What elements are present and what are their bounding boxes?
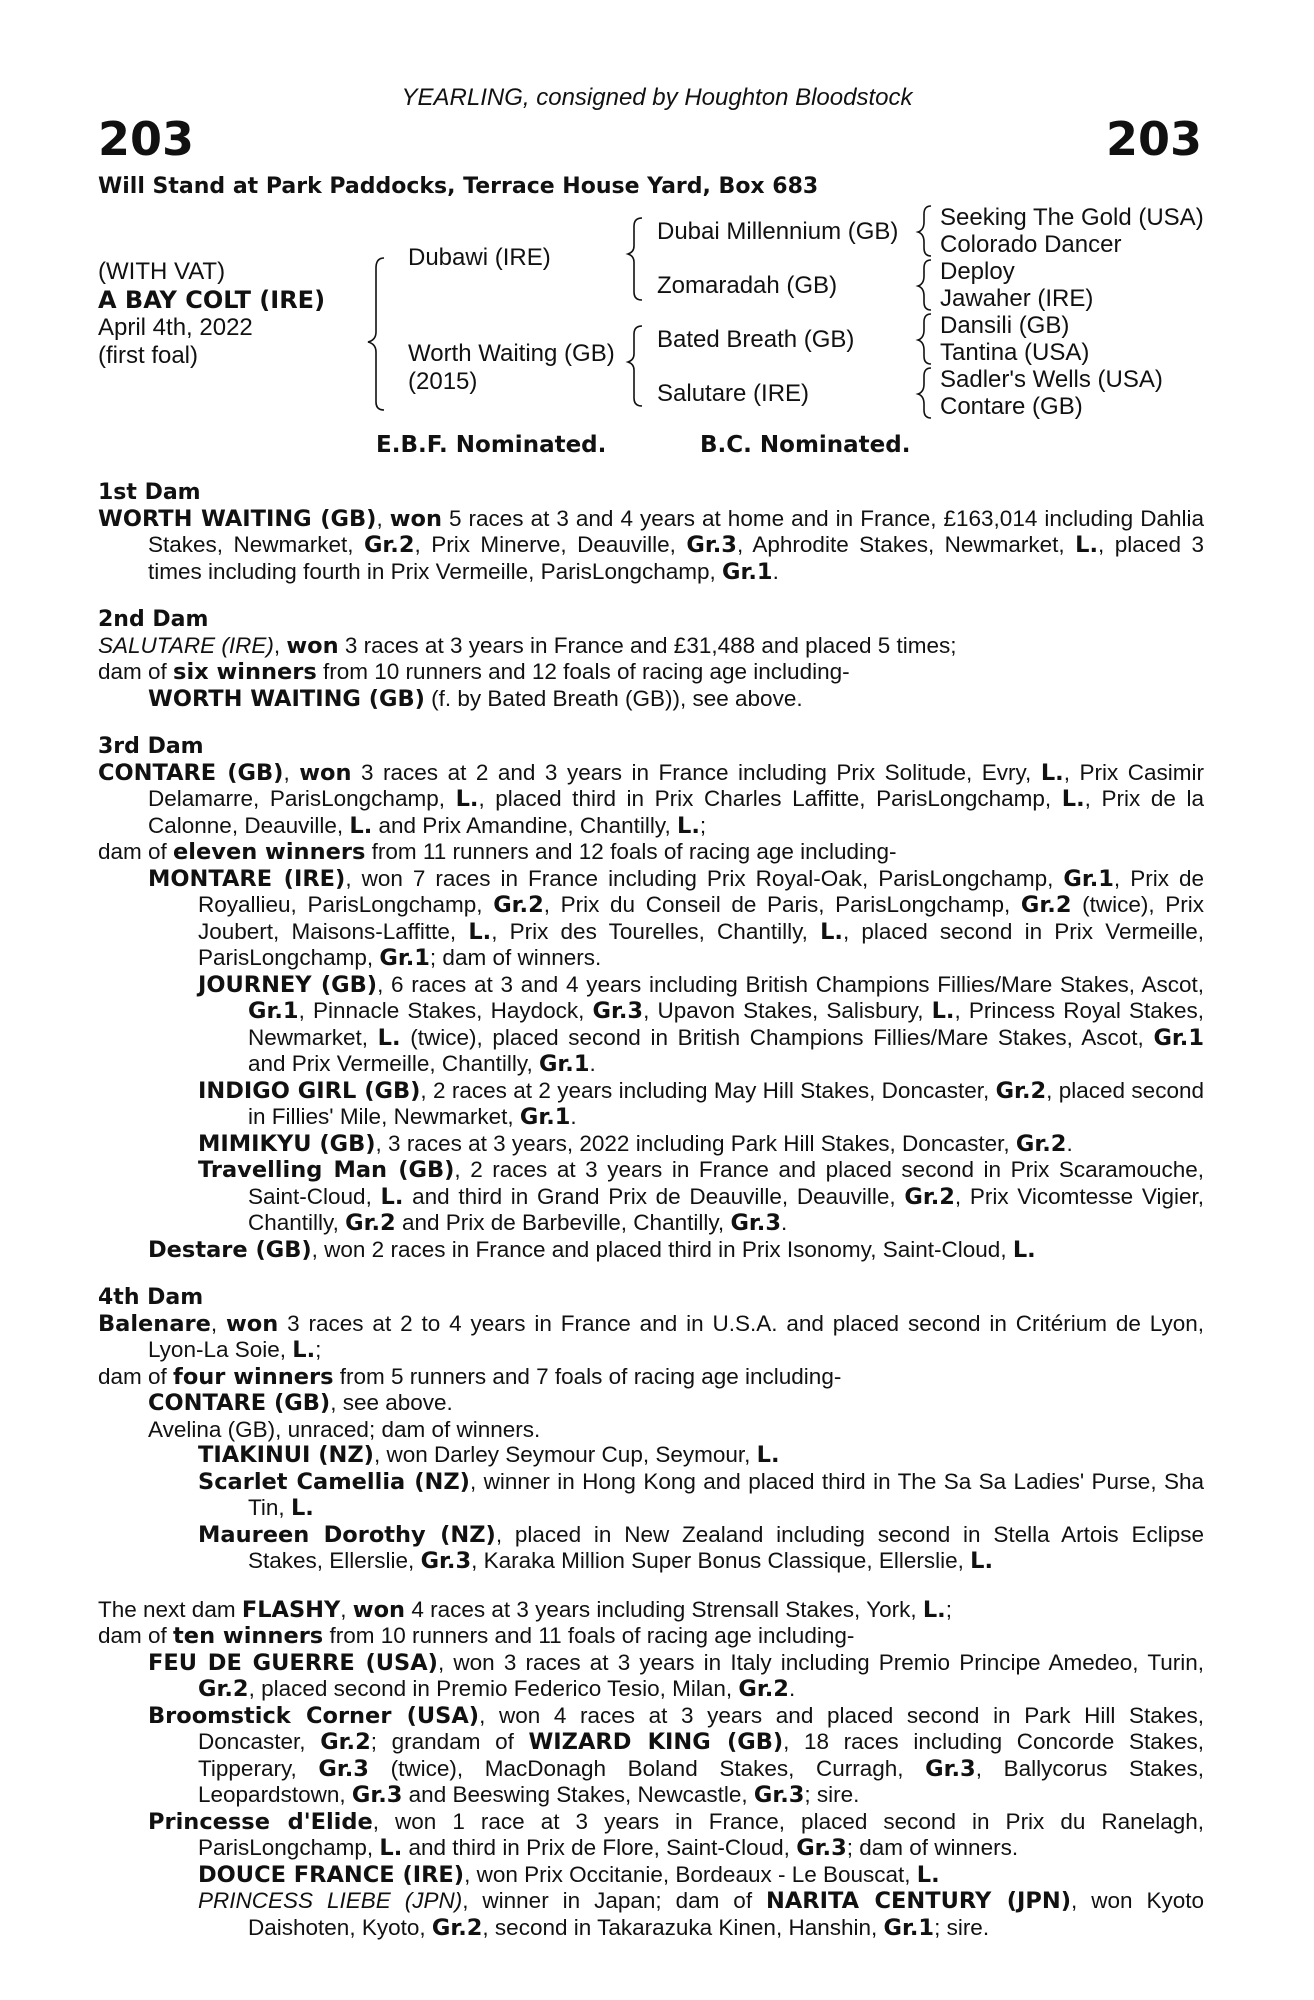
entry-text: , winner in Hong Kong and placed third in The Sa Sa Ladies' Purse, Sha Tin, bbox=[248, 1468, 1204, 1520]
bold-text: FLASHY bbox=[241, 1596, 341, 1623]
entry-text: and Prix Amandine, Chantilly, bbox=[372, 812, 678, 838]
entry-text: , placed second in Prix Vermeille, ParisLongchamp, bbox=[198, 918, 1204, 970]
bold-text: Scarlet Camellia (NZ) bbox=[198, 1468, 470, 1495]
entry-text: , placed third in Prix Charles Laffitte, ParisLongchamp, bbox=[478, 786, 1062, 811]
entry-text: , won 1 race at 3 years in France, placed second in Prix du Ranelagh, ParisLongchamp, bbox=[198, 1808, 1205, 1860]
pedigree-entry bbox=[98, 1390, 1204, 1417]
bold-text: L. bbox=[677, 812, 700, 839]
bold-text: L. bbox=[820, 918, 843, 945]
pedigree-granddam-paternal: Zomaradah (GB) bbox=[657, 272, 838, 299]
bold-text: Gr.3 bbox=[686, 532, 737, 558]
entry-text: , placed in New Zealand including second in Stella Artois Eclipse Stakes, Ellerslie, bbox=[248, 1521, 1205, 1573]
bold-text: Gr.2 bbox=[431, 1914, 483, 1941]
pedigree-great-7: Sadler's Wells (USA) bbox=[940, 366, 1163, 393]
entry-text: , won 3 races at 3 years in Italy including Premio Principe Amedeo, Turin, bbox=[437, 1649, 1204, 1675]
bold-text: Gr.1 bbox=[1063, 865, 1114, 892]
entry-text: , Prix Minerve, Deauville, bbox=[414, 532, 687, 557]
bold-text: Gr.1 bbox=[538, 1051, 590, 1077]
great-brace-2 bbox=[918, 260, 931, 310]
dam-section bbox=[98, 480, 1204, 585]
bold-text: L. bbox=[377, 1024, 401, 1051]
pedigree-entry bbox=[98, 760, 1204, 840]
entry-text: , won Prix Occitanie, Bordeaux - Le Bouscat, bbox=[464, 1861, 917, 1887]
pedigree-grandsire-maternal: Bated Breath (GB) bbox=[657, 326, 855, 353]
entry-text: Avelina (GB), unraced; dam of winners. bbox=[148, 1416, 541, 1442]
great-brace-3 bbox=[918, 314, 931, 364]
entry-text: (f. by Bated Breath (GB)), see above. bbox=[424, 685, 803, 711]
bold-text: Destare (GB) bbox=[148, 1236, 312, 1263]
pedigree-entry bbox=[98, 1469, 1204, 1522]
pedigree-grandsire-paternal: Dubai Millennium (GB) bbox=[657, 218, 899, 245]
bold-text: four winners bbox=[173, 1363, 334, 1390]
bold-text: Gr.2 bbox=[320, 1729, 371, 1755]
pedigree-entry bbox=[98, 1809, 1204, 1862]
section-heading: 3rd Dam bbox=[98, 734, 204, 759]
entry-text: , Pinnacle Stakes, Haydock, bbox=[298, 998, 593, 1023]
bold-text: Gr.2 bbox=[363, 532, 415, 558]
bold-text: NARITA CENTURY (JPN) bbox=[766, 1888, 1072, 1914]
entry-text: The next dam bbox=[98, 1596, 242, 1622]
pedigree-entry bbox=[98, 839, 1204, 866]
bold-text: L. bbox=[756, 1442, 780, 1468]
bold-text: DOUCE FRANCE (IRE) bbox=[198, 1861, 465, 1888]
pedigree-entry bbox=[98, 972, 1204, 1078]
pedigree-entry bbox=[98, 1311, 1204, 1364]
pedigree-great-5: Dansili (GB) bbox=[940, 312, 1070, 339]
pedigree-entry bbox=[98, 1597, 1204, 1624]
entry-text: , Karaka Million Super Bonus Classique, Ellerslie, bbox=[471, 1548, 971, 1573]
bold-text: Gr.1 bbox=[248, 998, 299, 1024]
bold-text: TIAKINUI (NZ) bbox=[198, 1442, 374, 1468]
bold-text: won bbox=[286, 632, 339, 659]
entry-text: ; sire. bbox=[804, 1782, 860, 1807]
entry-text: . bbox=[589, 1051, 596, 1076]
entry-text: , won Darley Seymour Cup, Seymour, bbox=[373, 1442, 757, 1467]
entry-text: ; bbox=[699, 812, 707, 838]
bold-text: L. bbox=[349, 812, 373, 839]
bold-text: L. bbox=[970, 1548, 993, 1574]
bold-text: L. bbox=[1061, 786, 1085, 812]
entry-text: , won 7 races in France including Prix Royal-Oak, ParisLongchamp, bbox=[345, 865, 1064, 891]
pedigree-entry bbox=[98, 1442, 1204, 1469]
entry-text: , won Kyoto Daishoten, Kyoto, bbox=[248, 1888, 1204, 1940]
entry-text: , 2 races at 2 years including May Hill Stakes, Doncaster, bbox=[420, 1077, 996, 1103]
pedigree-entry bbox=[98, 659, 1204, 686]
entry-text: 3 races at 2 to 4 years in France and in U.S.A. and placed second in Critérium de Lyon, Lyon-La Soie, bbox=[148, 1310, 1204, 1362]
pedigree-entry bbox=[98, 866, 1204, 972]
sire-dam-brace bbox=[368, 258, 384, 410]
consignment-line: YEARLING, consigned by Houghton Bloodstock bbox=[401, 84, 913, 111]
pedigree-entry bbox=[98, 506, 1204, 586]
pedigree-entry bbox=[98, 1862, 1204, 1889]
bold-text: Gr.2 bbox=[1015, 1130, 1067, 1157]
entry-text: , Prix du Conseil de Paris, ParisLongchamp, bbox=[543, 892, 1021, 917]
entry-text: from 11 runners and 12 foals of racing age including- bbox=[365, 839, 897, 864]
entry-text: . bbox=[772, 558, 779, 584]
italic-text: PRINCESS LIEBE (JPN) bbox=[198, 1888, 463, 1913]
bold-text: L. bbox=[1040, 759, 1064, 786]
pedigree-great-8: Contare (GB) bbox=[940, 393, 1083, 420]
bold-text: six winners bbox=[173, 659, 317, 685]
dam-section bbox=[98, 1597, 1204, 1942]
entry-text: , see above. bbox=[330, 1390, 453, 1415]
pedigree-entry bbox=[98, 633, 1204, 660]
bold-text: won bbox=[299, 759, 352, 786]
bold-text: L. bbox=[1075, 532, 1098, 558]
entry-text: and Prix Vermeille, Chantilly, bbox=[248, 1051, 539, 1076]
entry-text: , Princess Royal Stakes, Newmarket, bbox=[248, 998, 1204, 1050]
entry-text: ; sire. bbox=[934, 1914, 990, 1940]
pedigree-great-3: Deploy bbox=[940, 258, 1015, 285]
entry-text: , winner in Japan; dam of bbox=[462, 1888, 767, 1913]
bold-text: L. bbox=[379, 1835, 403, 1861]
pedigree-granddam-maternal: Salutare (IRE) bbox=[657, 380, 810, 407]
entry-text: , placed second in Premio Federico Tesio, Milan, bbox=[248, 1676, 739, 1701]
entry-text: , Upavon Stakes, Salisbury, bbox=[643, 998, 932, 1023]
bold-text: MONTARE (IRE) bbox=[148, 865, 346, 892]
entry-text: . bbox=[781, 1210, 788, 1235]
stand-location: Will Stand at Park Paddocks, Terrace House Yard, Box 683 bbox=[98, 174, 819, 199]
bold-text: Maureen Dorothy (NZ) bbox=[198, 1521, 496, 1548]
bold-text: L. bbox=[1012, 1236, 1036, 1263]
bold-text: Gr.2 bbox=[345, 1210, 396, 1236]
entry-text: (twice), Prix Joubert, Maisons-Laffitte, bbox=[198, 892, 1205, 944]
pedigree-entry bbox=[98, 1364, 1204, 1391]
bold-text: WORTH WAITING (GB) bbox=[98, 505, 377, 532]
entry-text: , bbox=[210, 1310, 227, 1336]
bold-text: Gr.3 bbox=[420, 1548, 472, 1574]
entry-text: (twice), placed second in British Champions Fillies/Mare Stakes, Ascot, bbox=[400, 1024, 1154, 1050]
entry-text: . bbox=[1066, 1130, 1073, 1156]
bold-text: won bbox=[389, 505, 442, 532]
entry-text: 4 races at 3 years including Strensall Stakes, York, bbox=[405, 1596, 923, 1622]
entry-text: and third in Prix de Flore, Saint-Cloud, bbox=[402, 1835, 797, 1860]
pedigree-dam: Worth Waiting (GB) bbox=[408, 340, 615, 367]
entry-text: , Aphrodite Stakes, Newmarket, bbox=[736, 532, 1076, 557]
vat-note: (WITH VAT) bbox=[98, 258, 226, 285]
entry-text: , 3 races at 3 years, 2022 including Park Hill Stakes, Doncaster, bbox=[375, 1130, 1016, 1156]
bold-text: L. bbox=[292, 1337, 316, 1363]
bold-text: Travelling Man (GB) bbox=[198, 1157, 455, 1183]
bold-text: INDIGO GIRL (GB) bbox=[198, 1077, 421, 1104]
lot-number-right: 203 bbox=[1105, 112, 1202, 166]
bold-text: Gr.3 bbox=[318, 1755, 369, 1782]
entry-text: , won 4 races at 3 years and placed second in Park Hill Stakes, Doncaster, bbox=[198, 1702, 1204, 1754]
entry-text: , bbox=[273, 632, 287, 658]
pedigree-great-4: Jawaher (IRE) bbox=[940, 285, 1094, 312]
bold-text: Gr.2 bbox=[1020, 892, 1072, 918]
bold-text: ten winners bbox=[173, 1623, 324, 1649]
entry-text: ; bbox=[945, 1596, 952, 1622]
entry-text: , Prix des Tourelles, Chantilly, bbox=[491, 918, 821, 944]
entry-text: , bbox=[283, 759, 300, 785]
bold-text: won bbox=[226, 1310, 279, 1337]
bold-text: Gr.3 bbox=[796, 1835, 847, 1861]
bold-text: Gr.2 bbox=[198, 1676, 249, 1702]
bold-text: Gr.1 bbox=[883, 1914, 935, 1941]
ebf-nomination: E.B.F. Nominated. bbox=[376, 432, 607, 458]
pedigree-entry bbox=[98, 686, 1204, 713]
bold-text: Gr.3 bbox=[351, 1782, 403, 1808]
entry-text: 5 races at 3 and 4 years at home and in France, £163,014 including Dahlia Stakes, Newmarket, bbox=[148, 505, 1204, 557]
bc-nomination: B.C. Nominated. bbox=[700, 432, 911, 458]
bold-text: Balenare bbox=[98, 1310, 211, 1337]
entry-text: , placed 3 times including fourth in Prix Vermeille, ParisLongchamp, bbox=[148, 532, 1204, 584]
bold-text: won bbox=[352, 1596, 406, 1623]
bold-text: Gr.1 bbox=[519, 1104, 571, 1130]
entry-text: and Beeswing Stakes, Newcastle, bbox=[402, 1782, 754, 1807]
subject-name: A BAY COLT (IRE) bbox=[98, 286, 326, 314]
pedigree-entry bbox=[98, 1131, 1204, 1158]
entry-text: from 5 runners and 7 foals of racing age including- bbox=[333, 1363, 842, 1389]
entry-text: ; grandam of bbox=[370, 1729, 529, 1754]
bold-text: Gr.1 bbox=[722, 558, 773, 585]
great-brace-1 bbox=[918, 206, 931, 256]
bold-text: L. bbox=[290, 1495, 314, 1521]
sire-line-brace bbox=[628, 218, 642, 300]
bold-text: Gr.3 bbox=[730, 1210, 781, 1236]
entry-text: ; bbox=[315, 1337, 322, 1362]
entry-text: ; dam of winners. bbox=[429, 945, 602, 970]
bold-text: Gr.2 bbox=[995, 1077, 1047, 1104]
bold-text: FEU DE GUERRE (USA) bbox=[148, 1649, 438, 1676]
entry-text: , won 2 races in France and placed third in Prix Isonomy, Saint-Cloud, bbox=[311, 1236, 1013, 1262]
pedigree-sire: Dubawi (IRE) bbox=[408, 244, 551, 271]
bold-text: WORTH WAITING (GB) bbox=[148, 685, 425, 712]
entry-text: , Prix Casimir Delamarre, ParisLongchamp, bbox=[148, 759, 1204, 811]
pedigree-entry bbox=[98, 1522, 1204, 1575]
entry-text: from 10 runners and 11 foals of racing age including- bbox=[323, 1623, 855, 1648]
subject-dob: April 4th, 2022 bbox=[98, 314, 253, 341]
entry-text: dam of bbox=[98, 839, 174, 864]
bold-text: Gr.3 bbox=[753, 1782, 805, 1808]
entry-text: , Prix de Royallieu, ParisLongchamp, bbox=[198, 865, 1204, 917]
dam-section bbox=[98, 607, 1204, 712]
pedigree-entry bbox=[98, 1623, 1204, 1650]
entry-text: , Prix de la Calonne, Deauville, bbox=[148, 786, 1204, 838]
bold-text: Gr.3 bbox=[925, 1755, 976, 1782]
entry-text: . bbox=[788, 1676, 796, 1701]
subject-note: (first foal) bbox=[98, 342, 199, 369]
pedigree-entry bbox=[98, 1703, 1204, 1809]
pedigree-great-1: Seeking The Gold (USA) bbox=[940, 204, 1204, 231]
bold-text: Gr.2 bbox=[904, 1183, 955, 1210]
entry-text: from 10 runners and 12 foals of racing age including- bbox=[316, 659, 850, 684]
entry-text: , Ballycorus Stakes, Leopardstown, bbox=[198, 1755, 1205, 1807]
entry-text: , Prix Vicomtesse Vigier, Chantilly, bbox=[248, 1183, 1205, 1235]
great-brace-4 bbox=[918, 368, 931, 418]
entry-text: and Prix de Barbeville, Chantilly, bbox=[395, 1210, 731, 1235]
dam-section bbox=[98, 1285, 1204, 1575]
entry-text: , 2 races at 3 years in France and placed second in Prix Scaramouche, Saint-Cloud, bbox=[248, 1157, 1204, 1209]
entry-text: (twice), MacDonagh Boland Stakes, Curragh, bbox=[368, 1755, 926, 1781]
bold-text: L. bbox=[922, 1596, 946, 1623]
pedigree-entry bbox=[98, 1888, 1204, 1941]
entry-text: , second in Takarazuka Kinen, Hanshin, bbox=[482, 1914, 884, 1940]
bold-text: Gr.3 bbox=[592, 998, 644, 1024]
entry-text: 3 races at 2 and 3 years in France including Prix Solitude, Evry, bbox=[351, 759, 1041, 785]
catalogue-body bbox=[98, 480, 1204, 1963]
entry-text: , placed second in Fillies' Mile, Newmarket, bbox=[248, 1077, 1204, 1129]
entry-text: . bbox=[570, 1104, 577, 1129]
entry-text: 3 races at 3 years in France and £31,488 and placed 5 times; bbox=[338, 632, 957, 658]
section-heading: 2nd Dam bbox=[98, 607, 209, 632]
pedigree-entry bbox=[98, 1417, 1204, 1443]
pedigree-dam-year: (2015) bbox=[408, 368, 478, 395]
bold-text: JOURNEY (GB) bbox=[198, 971, 378, 998]
bold-text: L. bbox=[455, 786, 479, 812]
bold-text: Gr.1 bbox=[379, 945, 430, 971]
bold-text: L. bbox=[916, 1861, 940, 1888]
bold-text: CONTARE (GB) bbox=[98, 759, 284, 786]
lot-number-left: 203 bbox=[98, 112, 195, 166]
pedigree-entry bbox=[98, 1650, 1204, 1703]
pedigree-great-6: Tantina (USA) bbox=[940, 339, 1090, 366]
bold-text: Gr.2 bbox=[493, 892, 544, 918]
entry-text: ; dam of winners. bbox=[846, 1835, 1019, 1860]
section-heading: 1st Dam bbox=[98, 480, 201, 505]
entry-text: dam of bbox=[98, 1363, 174, 1389]
entry-text: dam of bbox=[98, 659, 174, 684]
bold-text: Broomstick Corner (USA) bbox=[148, 1702, 480, 1729]
pedigree-entry bbox=[98, 1078, 1204, 1131]
bold-text: Gr.1 bbox=[1153, 1024, 1204, 1051]
entry-text: , bbox=[340, 1596, 353, 1622]
bold-text: Gr.2 bbox=[738, 1676, 789, 1702]
dam-line-brace bbox=[628, 326, 642, 406]
bold-text: L. bbox=[468, 918, 492, 945]
pedigree-entry bbox=[98, 1237, 1204, 1264]
bold-text: CONTARE (GB) bbox=[148, 1390, 331, 1416]
pedigree-entry bbox=[98, 1157, 1204, 1237]
section-heading: 4th Dam bbox=[98, 1285, 204, 1310]
bold-text: eleven winners bbox=[173, 839, 366, 865]
bold-text: WIZARD KING (GB) bbox=[528, 1729, 784, 1755]
entry-text: dam of bbox=[98, 1623, 174, 1648]
entry-text: , 6 races at 3 and 4 years including British Champions Fillies/Mare Stakes, Ascot, bbox=[377, 971, 1204, 997]
bold-text: MIMIKYU (GB) bbox=[198, 1130, 376, 1157]
dam-section bbox=[98, 734, 1204, 1263]
bold-text: Princesse d'Elide bbox=[148, 1808, 373, 1835]
italic-text: SALUTARE (IRE) bbox=[98, 632, 274, 658]
entry-text: , bbox=[376, 505, 390, 531]
entry-text: and third in Grand Prix de Deauville, Deauville, bbox=[403, 1183, 905, 1209]
entry-text: , 18 races including Concorde Stakes, Tipperary, bbox=[198, 1729, 1204, 1781]
pedigree-great-2: Colorado Dancer bbox=[940, 231, 1122, 258]
bold-text: L. bbox=[931, 998, 955, 1024]
bold-text: L. bbox=[380, 1183, 404, 1210]
